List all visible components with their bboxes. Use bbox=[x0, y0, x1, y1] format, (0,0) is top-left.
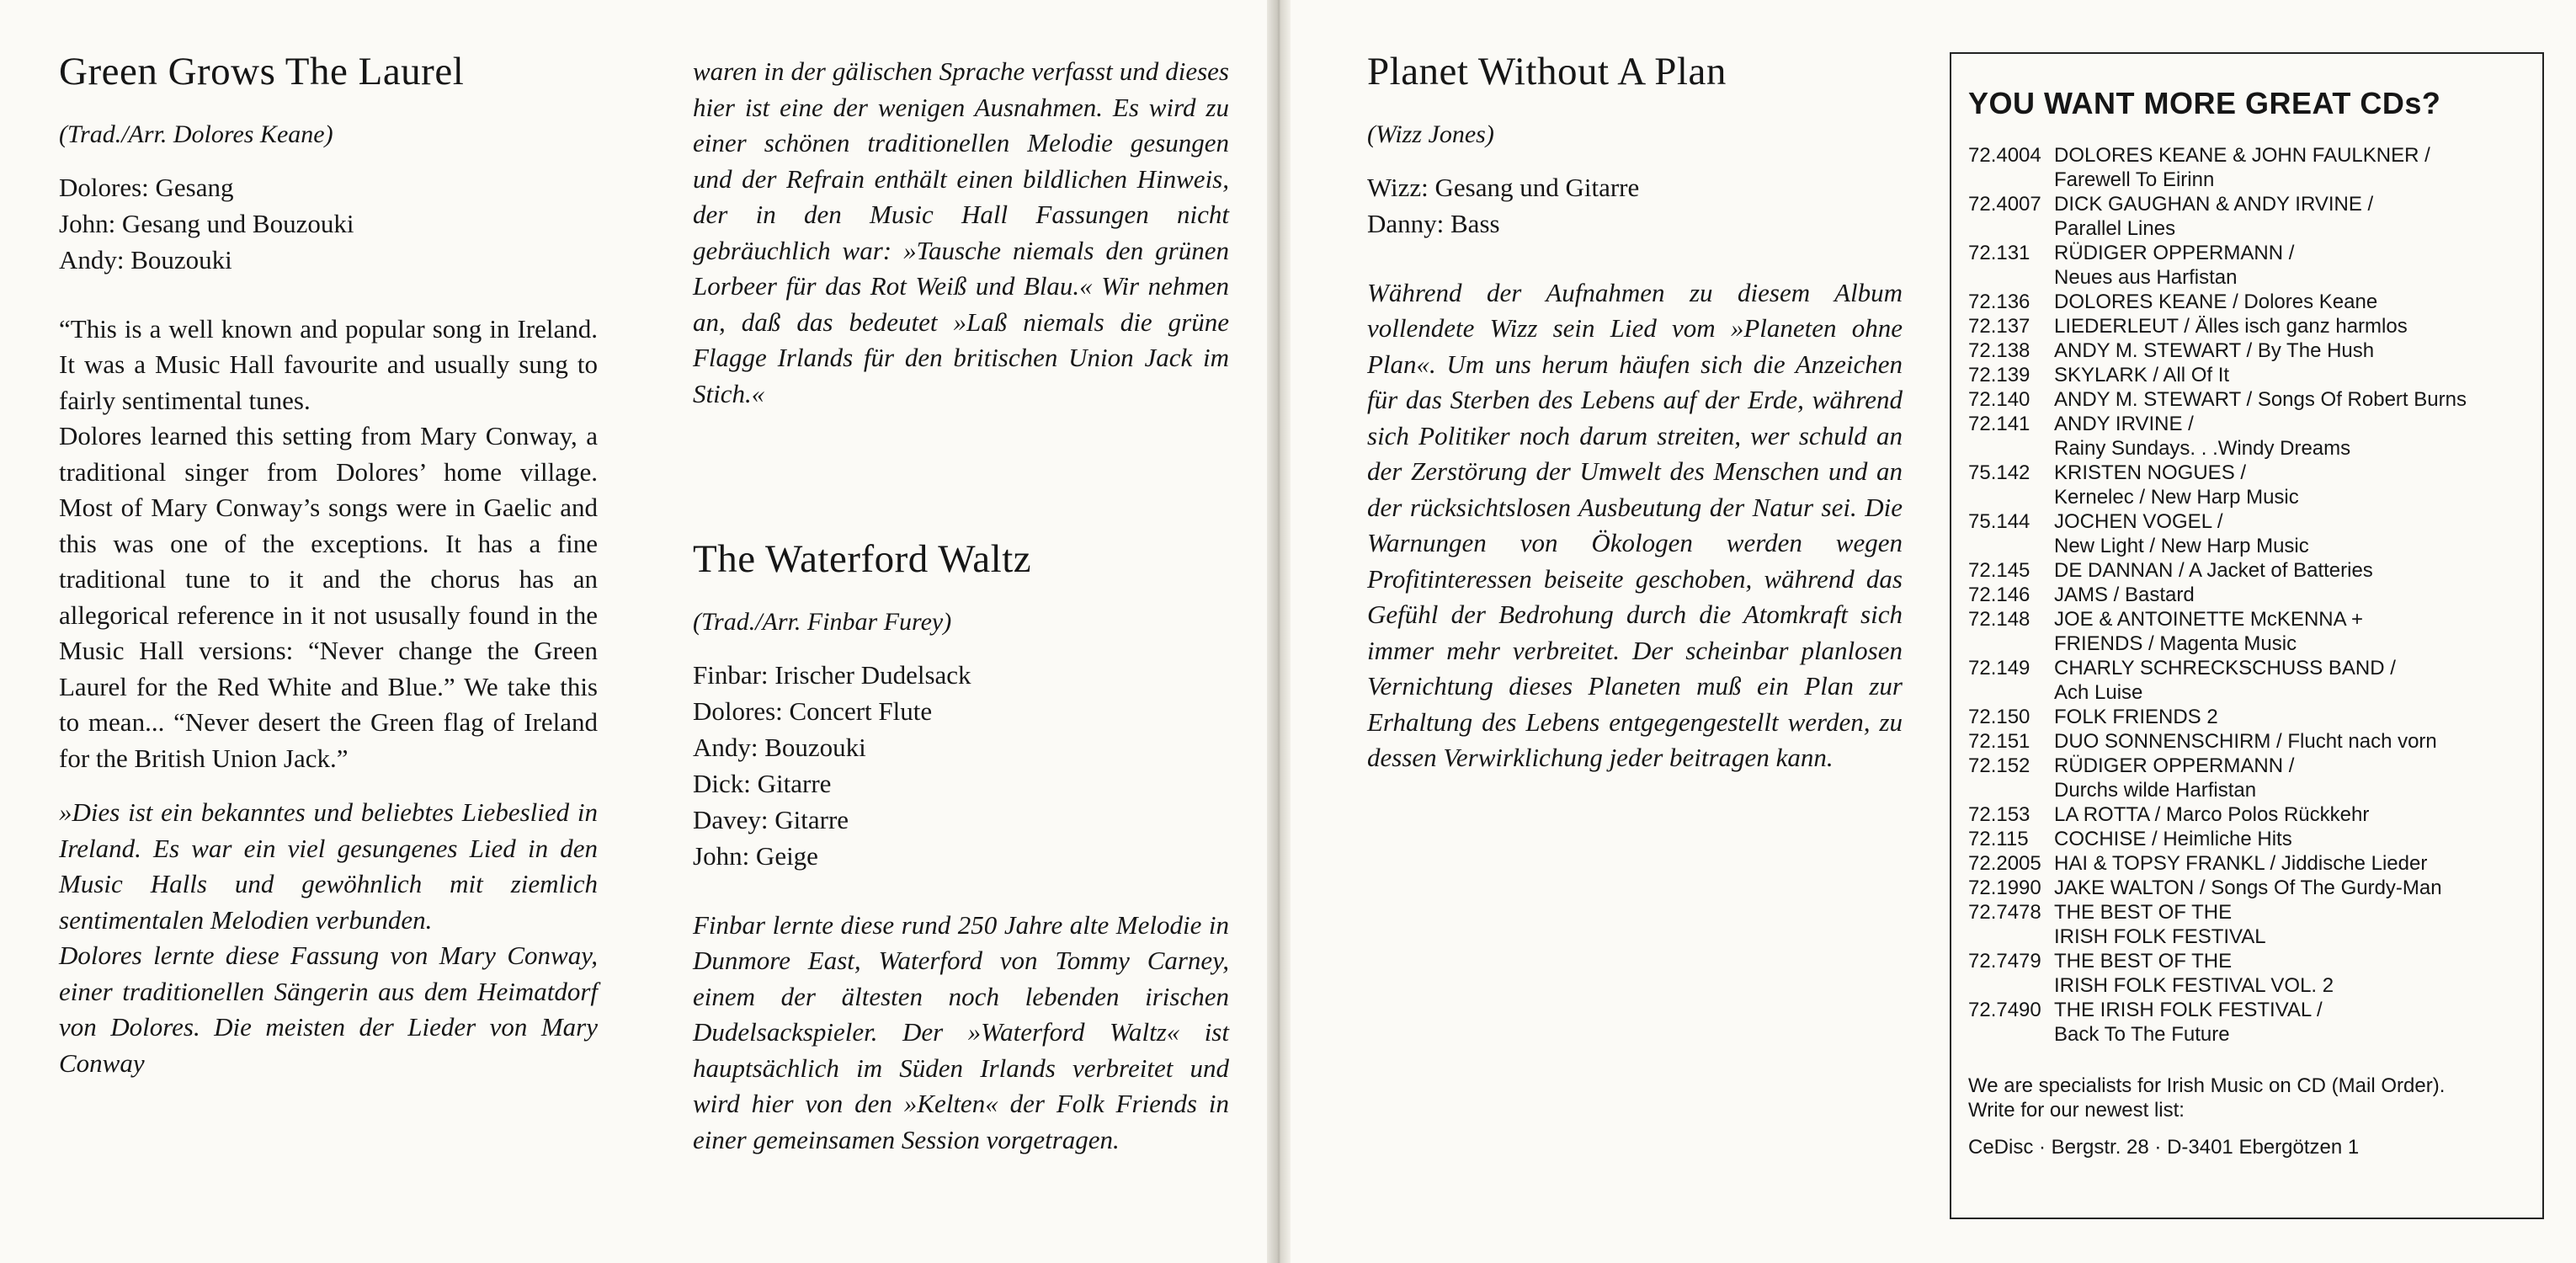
credit-line: Wizz: Gesang und Gitarre bbox=[1367, 172, 1640, 202]
catalog-title bbox=[2054, 876, 2531, 900]
credit-line: Andy: Bouzouki bbox=[693, 732, 866, 762]
german-notes-continued: waren in der gälischen Sprache verfasst und dieses hier ist eine der wenigen Ausnahmen. Es wird zu einer schönen traditionellen Melodie gesungen und der Refrain enthält einen bildlichen Hinweis, der in den Music Hall Fassungen nicht gebräuchlich war: »Tausche niemals den grünen Lorbeer für das Rot Weiß und Blau.« Wir nehmen an, daß das bedeutet »Laß niemals die grüne Flagge Irlands für den britischen Union Jack im Stich.« bbox=[693, 56, 1229, 408]
catalog-subtitle: IRISH FOLK FESTIVAL VOL. 2 bbox=[2054, 974, 2334, 997]
catalog-list bbox=[1968, 143, 2531, 1047]
catalog-title bbox=[2054, 851, 2531, 876]
catalog-artist: LA ROTTA / Marco Polos Rückkehr bbox=[2054, 803, 2370, 826]
credit-line: John: Gesang und Bouzouki bbox=[59, 208, 354, 238]
catalog-item bbox=[1968, 363, 2531, 387]
catalog-item bbox=[1968, 656, 2531, 705]
catalog-title bbox=[2054, 192, 2531, 241]
catalog-number: 72.7478 bbox=[1968, 901, 2041, 924]
credit-line: Dolores: Gesang bbox=[59, 172, 234, 202]
german-notes: Finbar lernte diese rund 250 Jahre alte Melodie in Dunmore East, Waterford von Tommy Carney, einem der ältesten noch lebenden irischen Dudelsackspieler. Der »Waterford Waltz« ist hauptsächlich im Süden Irlands verbreitet und wird hier von den »Kelten« der Folk Friends in einer gemeinsamen Session vorgetragen. bbox=[693, 909, 1229, 1154]
german-notes: Während der Aufnahmen zu diesem Album vollendete Wizz sein Lied vom »Planeten ohne Plan«. Um uns herum häufen sich die Anzeichen für das Sterben des Lebens auf der Erde, während sich Politiker noch darum streiten, wer schuld an der Zerstörung der Umwelt des Menschen und an der rücksichtslosen Ausbeutung der Natur sei. Die Warnungen von Ökologen werden wegen Profitinteressen beiseite geschoben, während das Gefühl der Bedrohung durch die Atomkraft sich immer mehr verbreitet. Der scheinbar planlosen Vernichtung dieses Planeten muß ein Plan zur Erhaltung des Lebens entgegengestellt werden, zu dessen Verwirklichung jeder beitragen kann. bbox=[1367, 277, 1903, 773]
catalog-number: 72.115 bbox=[1968, 828, 2029, 850]
catalog-artist: THE IRISH FOLK FESTIVAL / bbox=[2054, 999, 2323, 1021]
catalog-subtitle: Farewell To Eirinn bbox=[2054, 168, 2215, 191]
song-title: The Waterford Waltz bbox=[693, 537, 1032, 581]
catalog-item bbox=[1968, 412, 2531, 461]
catalog-item bbox=[1968, 754, 2531, 802]
catalog-number: 72.139 bbox=[1968, 364, 2030, 386]
catalog-artist: COCHISE / Heimliche Hits bbox=[2054, 828, 2292, 850]
catalog-artist: JAKE WALTON / Songs Of The Gurdy-Man bbox=[2054, 877, 2442, 899]
catalog-item bbox=[1968, 900, 2531, 949]
catalog-number: 72.138 bbox=[1968, 339, 2030, 362]
catalog-box bbox=[1950, 52, 2544, 1219]
catalog-artist: JOCHEN VOGEL / bbox=[2054, 510, 2223, 533]
catalog-number: 72.1990 bbox=[1968, 877, 2041, 899]
catalog-artist: KRISTEN NOGUES / bbox=[2054, 461, 2247, 484]
credit-line: Dick: Gitarre bbox=[693, 768, 832, 798]
catalog-subtitle: IRISH FOLK FESTIVAL bbox=[2054, 925, 2266, 948]
catalog-artist: LIEDERLEUT / Älles isch ganz harmlos bbox=[2054, 315, 2408, 338]
catalog-title bbox=[2054, 290, 2531, 314]
song-arrangement: (Wizz Jones) bbox=[1367, 120, 1494, 148]
catalog-item bbox=[1968, 607, 2531, 656]
catalog-artist: THE BEST OF THE bbox=[2054, 901, 2233, 924]
credit-line: Davey: Gitarre bbox=[693, 804, 849, 834]
catalog-subtitle: Ach Luise bbox=[2054, 681, 2143, 704]
catalog-title bbox=[2054, 241, 2531, 290]
song-title: Green Grows The Laurel bbox=[59, 50, 465, 93]
catalog-item bbox=[1968, 509, 2531, 558]
catalog-title bbox=[2054, 998, 2531, 1047]
catalog-title bbox=[2054, 802, 2531, 827]
catalog-title bbox=[2054, 705, 2531, 729]
catalog-item bbox=[1968, 802, 2531, 827]
catalog-item bbox=[1968, 876, 2531, 900]
catalog-number: 72.149 bbox=[1968, 657, 2030, 679]
catalog-subtitle: Rainy Sundays. . .Windy Dreams bbox=[2054, 437, 2351, 460]
catalog-number: 72.146 bbox=[1968, 584, 2030, 606]
catalog-item bbox=[1968, 949, 2531, 998]
catalog-title bbox=[2054, 461, 2531, 509]
catalog-title bbox=[2054, 607, 2531, 656]
catalog-item bbox=[1968, 338, 2531, 363]
catalog-artist: HAI & TOPSY FRANKL / Jiddische Lieder bbox=[2054, 852, 2428, 875]
credit-line: Danny: Bass bbox=[1367, 208, 1500, 238]
catalog-artist: CHARLY SCHRECKSCHUSS BAND / bbox=[2054, 657, 2396, 679]
catalog-number: 72.131 bbox=[1968, 242, 2030, 264]
catalog-title bbox=[2054, 314, 2531, 338]
credits-list bbox=[1367, 169, 1903, 242]
catalog-number: 72.2005 bbox=[1968, 852, 2041, 875]
catalog-item bbox=[1968, 241, 2531, 290]
catalog-item bbox=[1968, 851, 2531, 876]
catalog-title bbox=[2054, 387, 2531, 412]
catalog-number: 72.148 bbox=[1968, 608, 2030, 631]
catalog-artist: JAMS / Bastard bbox=[2054, 584, 2195, 606]
catalog-artist: DOLORES KEANE & JOHN FAULKNER / bbox=[2054, 144, 2430, 167]
catalog-number: 72.150 bbox=[1968, 706, 2030, 728]
catalog-artist: DE DANNAN / A Jacket of Batteries bbox=[2054, 559, 2373, 582]
catalog-title bbox=[2054, 729, 2531, 754]
footer-line: We are specialists for Irish Music on CD (Mail Order). bbox=[1968, 1074, 2446, 1097]
footer-line: Write for our newest list: bbox=[1968, 1099, 2185, 1122]
catalog-artist: RÜDIGER OPPERMANN / bbox=[2054, 242, 2295, 264]
column-waterford bbox=[693, 54, 1229, 1158]
catalog-subtitle: FRIENDS / Magenta Music bbox=[2054, 632, 2297, 655]
credit-line: Andy: Bouzouki bbox=[59, 244, 232, 274]
credits-list bbox=[693, 657, 1229, 874]
catalog-title bbox=[2054, 754, 2531, 802]
english-notes-2: Dolores learned this setting from Mary Conway, a traditional singer from Dolores’ home village. Most of Mary Conway’s songs were in Gaelic and this was one of the exceptions. It has a fine traditional tune to it and the chorus has an allegorical reference in it not ususally found in the Music Hall versions: “Never change the Green Laurel for the Red White and Blue.” We take this to mean... “Never desert the Green flag of Ireland for the British Union Jack.” bbox=[59, 421, 598, 773]
catalog-item bbox=[1968, 558, 2531, 583]
catalog-number: 72.7490 bbox=[1968, 999, 2041, 1021]
german-notes: »Dies ist ein bekanntes und beliebtes Liebeslied in Ireland. Es war ein viel gesungenes Lied in den Music Halls und gewöhnlich mit ziemlich sentimentalen Melodien verbunden. bbox=[59, 797, 598, 935]
catalog-item bbox=[1968, 583, 2531, 607]
column-green-grows bbox=[59, 51, 598, 1081]
catalog-artist: ANDY IRVINE / bbox=[2054, 413, 2194, 435]
catalog-heading: YOU WANT MORE GREAT CDs? bbox=[1968, 86, 2441, 120]
catalog-subtitle: New Light / New Harp Music bbox=[2054, 535, 2309, 557]
catalog-artist: RÜDIGER OPPERMANN / bbox=[2054, 754, 2295, 777]
catalog-artist: SKYLARK / All Of It bbox=[2054, 364, 2230, 386]
catalog-artist: DOLORES KEANE / Dolores Keane bbox=[2054, 290, 2378, 313]
credits-list bbox=[59, 169, 598, 278]
catalog-artist: ANDY M. STEWART / Songs Of Robert Burns bbox=[2054, 388, 2467, 411]
catalog-title bbox=[2054, 949, 2531, 998]
catalog-item bbox=[1968, 461, 2531, 509]
catalog-number: 72.136 bbox=[1968, 290, 2030, 313]
catalog-item bbox=[1968, 314, 2531, 338]
catalog-title bbox=[2054, 827, 2531, 851]
german-notes-2: Dolores lernte diese Fassung von Mary Conway, einer traditionellen Sängerin aus dem Heimatdorf von Dolores. Die meisten der Lieder von Mary Conway bbox=[59, 941, 598, 1078]
booklet-spine bbox=[1267, 0, 1291, 1263]
catalog-number: 72.4004 bbox=[1968, 144, 2041, 167]
catalog-subtitle: Parallel Lines bbox=[2054, 217, 2176, 240]
credit-line: Finbar: Irischer Dudelsack bbox=[693, 659, 971, 690]
catalog-item bbox=[1968, 705, 2531, 729]
catalog-footer bbox=[1968, 1074, 2531, 1122]
catalog-number: 72.141 bbox=[1968, 413, 2030, 435]
catalog-number: 72.7479 bbox=[1968, 950, 2041, 973]
catalog-number: 72.151 bbox=[1968, 730, 2030, 753]
song-arrangement: (Trad./Arr. Finbar Furey) bbox=[693, 607, 952, 636]
catalog-title bbox=[2054, 583, 2531, 607]
catalog-subtitle: Neues aus Harfistan bbox=[2054, 266, 2238, 289]
catalog-item bbox=[1968, 290, 2531, 314]
catalog-item bbox=[1968, 143, 2531, 192]
song-arrangement: (Trad./Arr. Dolores Keane) bbox=[59, 120, 333, 148]
credit-line: Dolores: Concert Flute bbox=[693, 695, 933, 726]
catalog-title bbox=[2054, 143, 2531, 192]
catalog-title bbox=[2054, 412, 2531, 461]
catalog-subtitle: Durchs wilde Harfistan bbox=[2054, 779, 2257, 802]
song-title: Planet Without A Plan bbox=[1367, 50, 1727, 93]
catalog-title bbox=[2054, 558, 2531, 583]
catalog-artist: THE BEST OF THE bbox=[2054, 950, 2233, 973]
catalog-title bbox=[2054, 363, 2531, 387]
catalog-artist: DICK GAUGHAN & ANDY IRVINE / bbox=[2054, 193, 2374, 216]
catalog-artist: JOE & ANTOINETTE McKENNA + bbox=[2054, 608, 2363, 631]
english-notes: “This is a well known and popular song in Ireland. It was a Music Hall favourite and usually sung to fairly sentimental tunes. bbox=[59, 313, 598, 415]
catalog-number: 75.142 bbox=[1968, 461, 2030, 484]
catalog-title bbox=[2054, 338, 2531, 363]
column-planet bbox=[1367, 51, 1903, 776]
mail-order-address: CeDisc · Bergstr. 28 · D-3401 Ebergötzen 1 bbox=[1968, 1136, 2360, 1159]
catalog-artist: FOLK FRIENDS 2 bbox=[2054, 706, 2218, 728]
catalog-title bbox=[2054, 900, 2531, 949]
catalog-title bbox=[2054, 656, 2531, 705]
catalog-artist: DUO SONNENSCHIRM / Flucht nach vorn bbox=[2054, 730, 2437, 753]
catalog-number: 72.153 bbox=[1968, 803, 2030, 826]
catalog-number: 72.137 bbox=[1968, 315, 2030, 338]
catalog-subtitle: Kernelec / New Harp Music bbox=[2054, 486, 2299, 509]
catalog-subtitle: Back To The Future bbox=[2054, 1023, 2230, 1046]
catalog-title bbox=[2054, 509, 2531, 558]
catalog-number: 72.140 bbox=[1968, 388, 2030, 411]
catalog-item bbox=[1968, 192, 2531, 241]
catalog-item bbox=[1968, 387, 2531, 412]
catalog-artist: ANDY M. STEWART / By The Hush bbox=[2054, 339, 2375, 362]
catalog-number: 72.4007 bbox=[1968, 193, 2041, 216]
catalog-item bbox=[1968, 998, 2531, 1047]
catalog-item bbox=[1968, 827, 2531, 851]
catalog-number: 75.144 bbox=[1968, 510, 2030, 533]
catalog-item bbox=[1968, 729, 2531, 754]
catalog-number: 72.152 bbox=[1968, 754, 2030, 777]
catalog-number: 72.145 bbox=[1968, 559, 2030, 582]
credit-line: John: Geige bbox=[693, 840, 818, 871]
